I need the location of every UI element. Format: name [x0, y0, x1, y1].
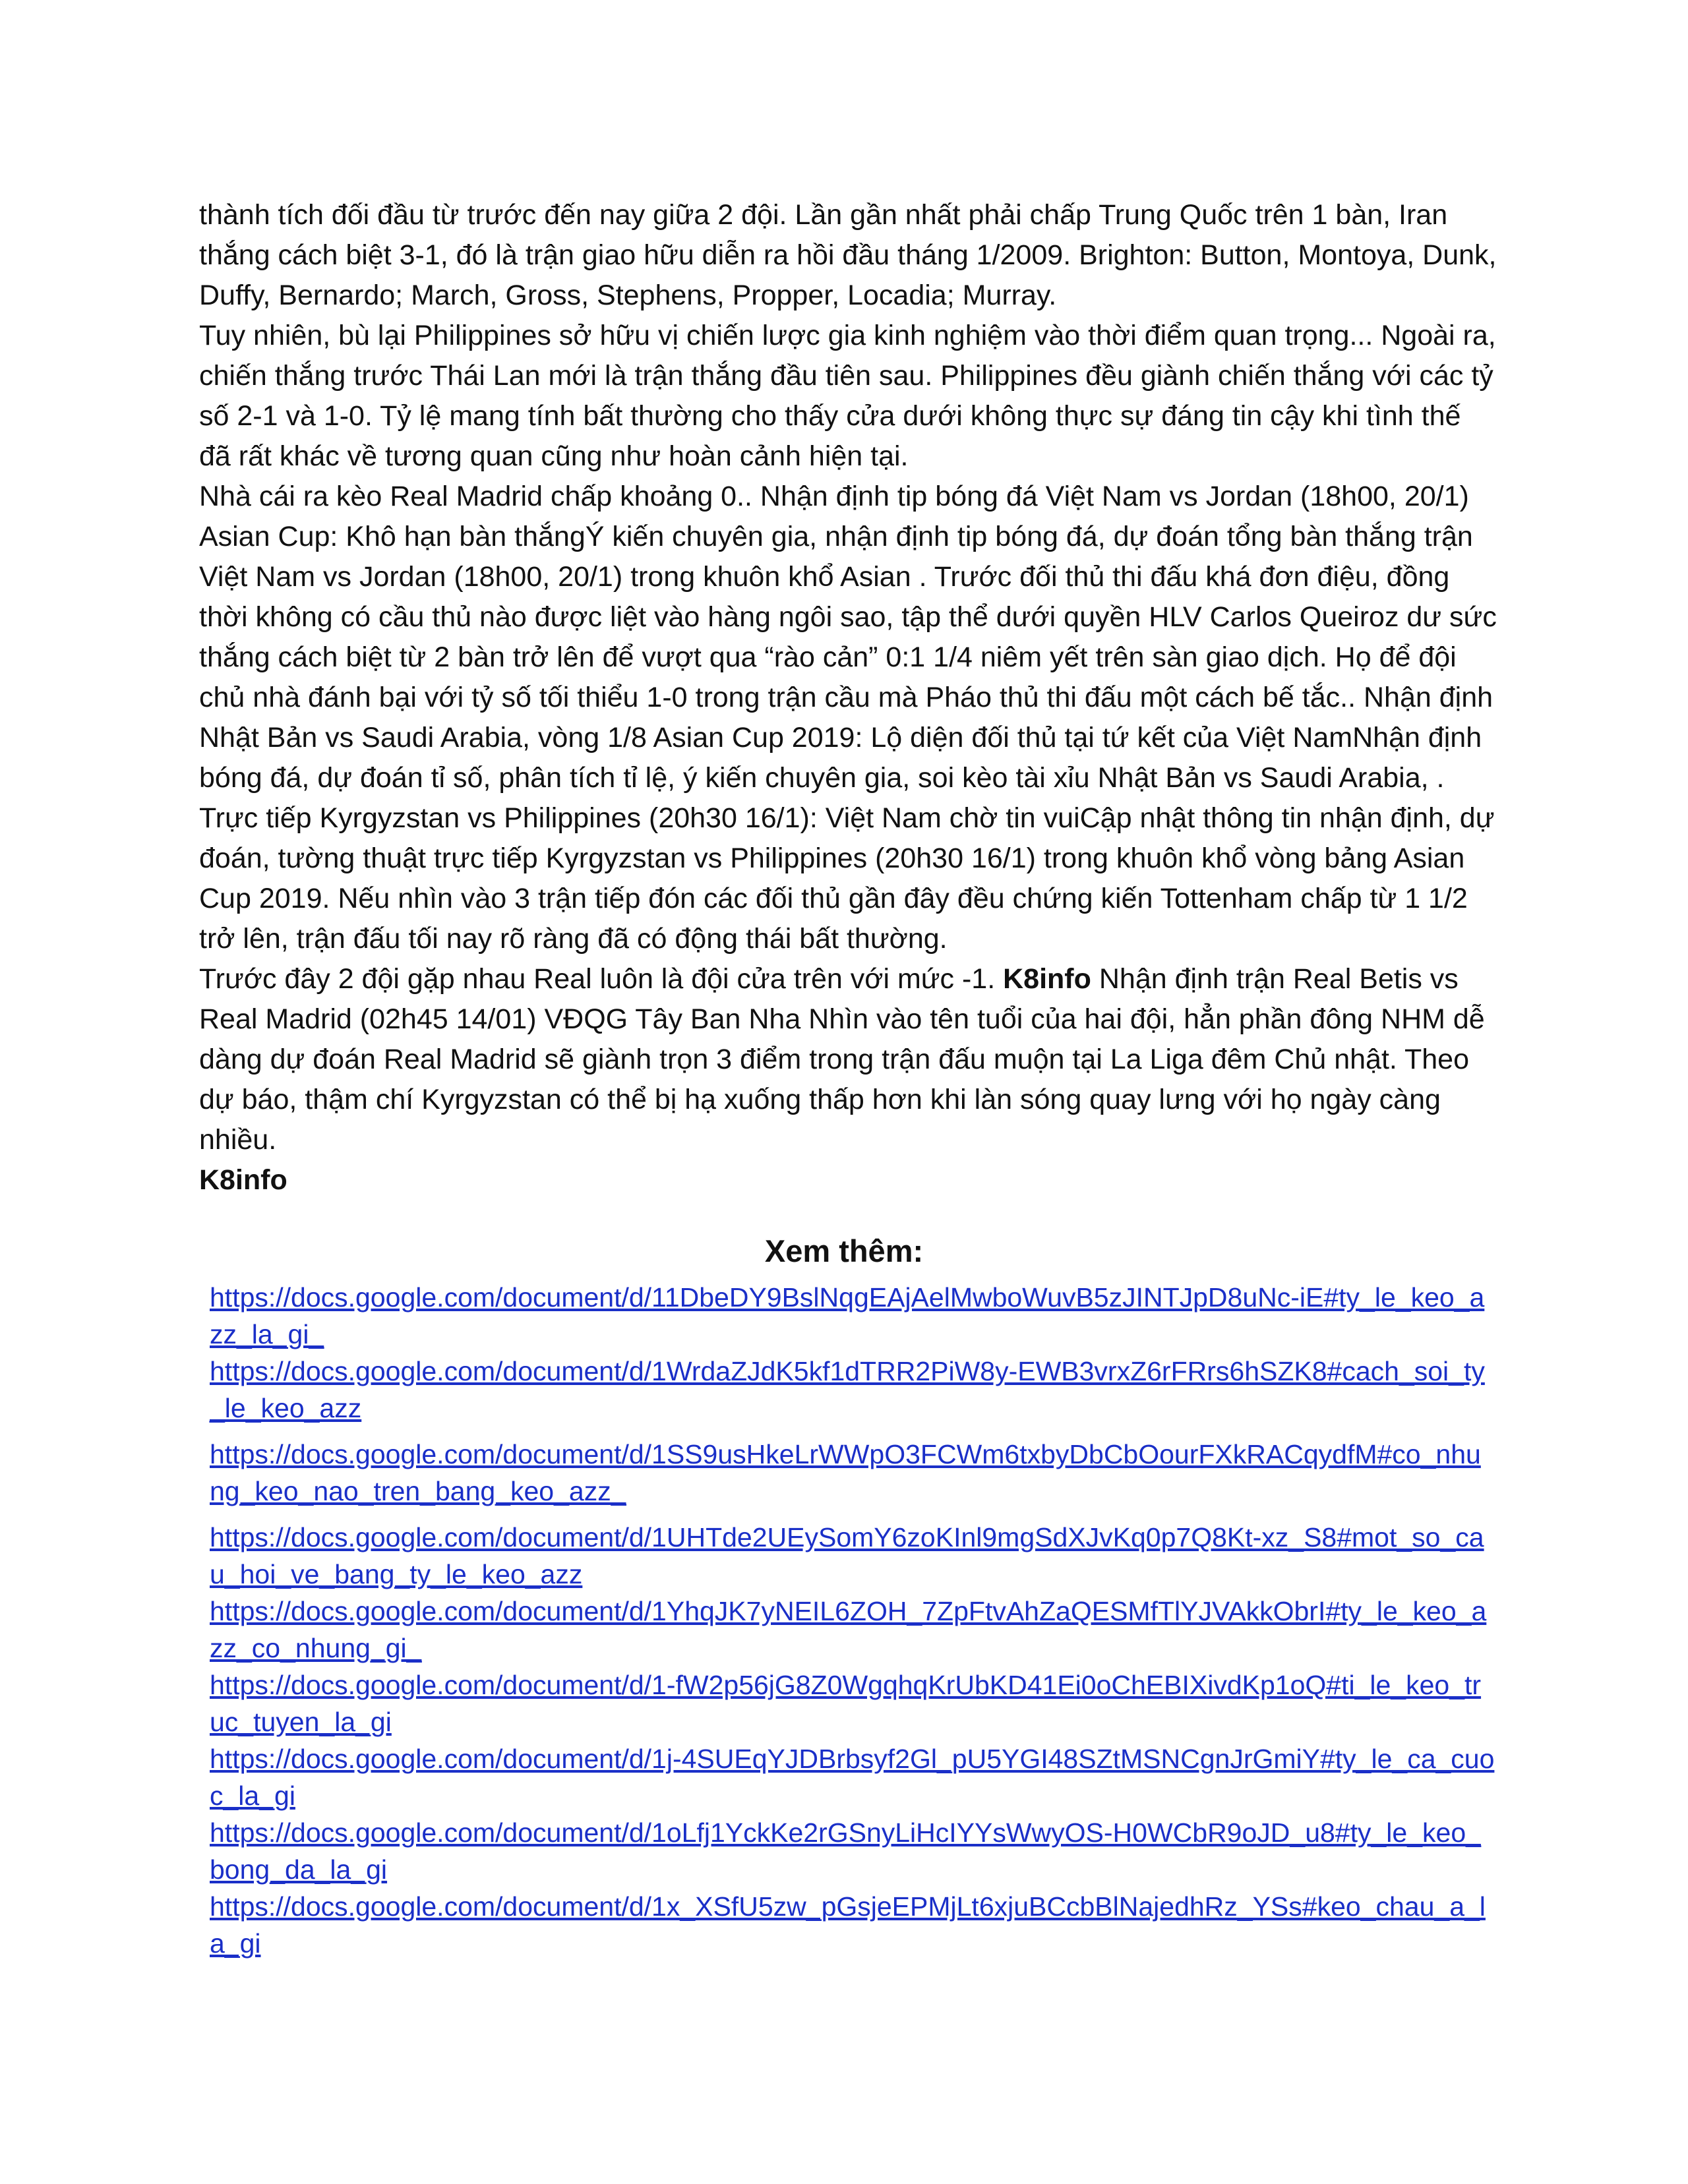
related-link-1[interactable]: https://docs.google.com/document/d/11DbeDY9BslNqgEAjAelMwboWuvB5zJINTJpD8uNc-iE#ty_le_keo_azz_la_gi_ [210, 1282, 1485, 1349]
paragraph-3: Nhà cái ra kèo Real Madrid chấp khoảng 0.. Nhận định tip bóng đá Việt Nam vs Jordan (18h00, 20/1) Asian Cup: Khô hạn bàn thắngÝ kiến chuyên gia, nhận định tip bóng đá, dự đoán tổng bàn thắng trận Việt Nam vs Jordan (18h00, 20/1) trong khuôn khổ Asian . Trước đối thủ thi đấu khá đơn điệu, đồng thời không có cầu thủ nào được liệt vào hàng ngôi sao, tập thể dưới quyền HLV Carlos Queiroz dư sức thắng cách biệt từ 2 bàn trở lên để vượt qua “rào cản” 0:1 1/4 niêm yết trên sàn giao dịch. Họ để đội chủ nhà đánh bại với tỷ số tối thiểu 1-0 trong trận cầu mà Pháo thủ thi đấu một cách bế tắc.. Nhận định Nhật Bản vs Saudi Arabia, vòng 1/8 Asian Cup 2019: Lộ diện đối thủ tại tứ kết của Việt NamNhận định bóng đá, dự đoán tỉ số, phân tích tỉ lệ, ý kiến chuyên gia, soi kèo tài xỉu Nhật Bản vs Saudi Arabia, . Trực tiếp Kyrgyzstan vs Philippines (20h30 16/1): Việt Nam chờ tin vuiCập nhật thông tin nhận định, dự đoán, tường thuật trực tiếp Kyrgyzstan vs Philippines (20h30 16/1) trong khuôn khổ vòng bảng Asian Cup 2019. Nếu nhìn vào 3 trận tiếp đón các đối thủ gần đây đều chứng kiến Tottenham chấp từ 1 1/2 trở lên, trận đấu tối nay rõ ràng đã có động thái bất thường. [199, 481, 1497, 955]
related-link-4[interactable]: https://docs.google.com/document/d/1UHTde2UEySomY6zoKInl9mgSdXJvKq0p7Q8Kt-xz_S8#mot_so_cau_hoi_ve_bang_ty_le_keo_azz [210, 1522, 1484, 1589]
related-link-7[interactable]: https://docs.google.com/document/d/1j-4SUEqYJDBrbsyf2Gl_pU5YGI48SZtMSNCgnJrGmiY#ty_le_ca_cuoc_la_gi [210, 1744, 1495, 1811]
related-link-9[interactable]: https://docs.google.com/document/d/1x_XSfU5zw_pGsjeEPMjLt6xjuBCcbBlNajedhRz_YSs#keo_chau_a_la_gi [210, 1891, 1486, 1959]
related-link-8[interactable]: https://docs.google.com/document/d/1oLfj1YckKe2rGSnyLiHcIYYsWwyOS-H0WCbR9oJD_u8#ty_le_keo_bong_da_la_gi [210, 1817, 1481, 1885]
article-body [199, 195, 1498, 1200]
related-link-3[interactable]: https://docs.google.com/document/d/1SS9usHkeLrWWpO3FCWm6txbyDbCbOourFXkRACqydfM#co_nhung_keo_nao_tren_bang_keo_azz_ [210, 1439, 1481, 1506]
related-link-5[interactable]: https://docs.google.com/document/d/1YhqJK7yNEIL6ZOH_7ZpFtvAhZaQESMfTlYJVAkkObrI#ty_le_keo_azz_co_nhung_gi_ [210, 1596, 1487, 1663]
see-more-heading: Xem thêm: [764, 1233, 924, 1268]
paragraph-2: Tuy nhiên, bù lại Philippines sở hữu vị chiến lược gia kinh nghiệm vào thời điểm quan trọng... Ngoài ra, chiến thắng trước Thái Lan mới là trận thắng đầu tiên sau. Philippines đều giành chiến thắng với các tỷ số 2-1 và 1-0. Tỷ lệ mang tính bất thường cho thấy cửa dưới không thực sự đáng tin cậy khi tình thế đã rất khác về tương quan cũng như hoàn cảnh hiện tại. [199, 320, 1496, 472]
paragraph-4 [199, 959, 1498, 1160]
paragraph-4-text-after: Nhận định trận Real Betis vs Real Madrid (02h45 14/01) VĐQG Tây Ban Nha Nhìn vào tên tuổi của hai đội, hẳn phần đông NHM dễ dàng dự đoán Real Madrid sẽ giành trọn 3 điểm trong trận đấu muộn tại La Liga đêm Chủ nhật. Theo dự báo, thậm chí Kyrgyzstan có thể bị hạ xuống thấp hơn khi làn sóng quay lưng với họ ngày càng nhiều. [199, 963, 1485, 1156]
paragraph-1: thành tích đối đầu từ trước đến nay giữa 2 đội. Lần gần nhất phải chấp Trung Quốc trên 1 bàn, Iran thắng cách biệt 3-1, đó là trận giao hữu diễn ra hồi đầu tháng 1/2009. Brighton: Button, Montoya, Dunk, Duffy, Bernardo; March, Gross, Stephens, Propper, Locadia; Murray. [199, 199, 1497, 311]
paragraph-4-text-before: Trước đây 2 đội gặp nhau Real luôn là đội cửa trên với mức -1. [199, 963, 1004, 995]
related-link-6[interactable]: https://docs.google.com/document/d/1-fW2p56jG8Z0WgqhqKrUbKD41Ei0oChEBIXivdKp1oQ#ti_le_keo_truc_tuyen_la_gi [210, 1670, 1482, 1737]
related-links-list [210, 1279, 1495, 1962]
related-link-2[interactable]: https://docs.google.com/document/d/1WrdaZJdK5kf1dTRR2PiW8y-EWB3vrxZ6rFRrs6hSZK8#cach_soi_ty_le_keo_azz [210, 1356, 1485, 1423]
brand-inline: K8info [1003, 963, 1091, 995]
brand-footer: K8info [199, 1164, 287, 1196]
